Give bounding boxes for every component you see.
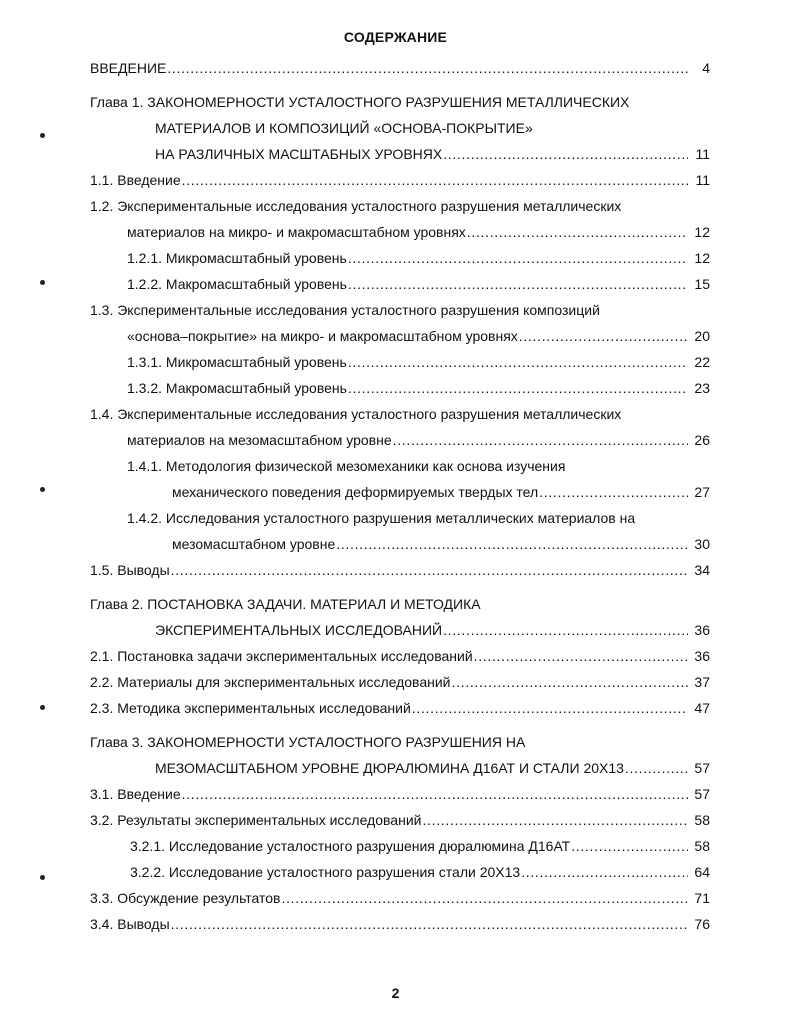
toc-page-number: 57 [694,760,710,776]
leader-dots [171,557,688,583]
toc-line [90,167,710,193]
toc-entry-text: 1.4.1. Методология физической мезомеханики как основа изучения [127,458,566,474]
table-of-contents [90,55,710,937]
leader-dots [412,695,688,721]
toc-page-number: 58 [694,812,710,828]
toc-line [90,531,710,557]
toc-line [90,427,710,453]
toc-line [90,695,710,721]
toc-page-number: 4 [702,60,710,76]
leader-dots [348,349,688,375]
toc-entry-text: 1.3.2. Макромасштабный уровень [127,380,347,396]
toc-page-number: 71 [694,890,710,906]
toc-page-number: 36 [694,622,710,638]
toc-page-number: 64 [694,864,710,880]
toc-entry-text: 3.3. Обсуждение результатов [90,890,281,906]
toc-entry-text: ЭКСПЕРИМЕНТАЛЬНЫХ ИССЛЕДОВАНИЙ [155,622,443,638]
toc-entry-text: Глава 1. ЗАКОНОМЕРНОСТИ УСТАЛОСТНОГО РАЗРУШЕНИЯ МЕТАЛЛИЧЕСКИХ [90,94,630,110]
toc-entry-text: механического поведения деформируемых твердых тел [172,484,539,500]
toc-line [90,245,710,271]
toc-entry-text: 1.2. Экспериментальные исследования усталостного разрушения металлических [90,198,622,214]
toc-entry [90,167,710,193]
toc-page-number: 58 [694,838,710,854]
toc-entry-text: материалов на мезомасштабном уровне [127,432,392,448]
toc-line [90,591,710,617]
toc-page-number: 37 [694,674,710,690]
toc-entry [90,505,710,557]
toc-page-number: 22 [694,354,710,370]
leader-dots [171,911,688,937]
toc-entry-text: материалов на микро- и макромасштабном уровнях [127,224,466,240]
toc-line [90,115,710,141]
toc-entry [90,349,710,375]
scan-punch-mark [40,705,45,710]
leader-dots [336,531,688,557]
toc-entry [90,401,710,453]
leader-dots [182,167,688,193]
toc-line [90,453,710,479]
toc-page-number: 30 [694,536,710,552]
toc-page-number: 47 [694,700,710,716]
leader-dots [452,669,689,695]
toc-entry-text: 1.4.2. Исследования усталостного разрушения металлических материалов на [127,510,636,526]
toc-entry [90,833,710,859]
leader-dots [443,617,688,643]
toc-entry [90,807,710,833]
toc-entry [90,859,710,885]
toc-entry [90,885,710,911]
scan-punch-mark [40,280,45,285]
leader-dots [539,479,688,505]
leader-dots [521,859,688,885]
toc-entry [90,55,710,81]
toc-page-number: 34 [694,562,710,578]
toc-line [90,401,710,427]
toc-entry-text: 1.3. Экспериментальные исследования усталостного разрушения композиций [90,302,600,318]
toc-page-number: 12 [694,224,710,240]
toc-entry-text: 1.2.1. Микромасштабный уровень [127,250,347,266]
toc-line [90,859,710,885]
toc-line [90,505,710,531]
toc-line [90,349,710,375]
toc-page-number: 57 [694,786,710,802]
toc-line [90,807,710,833]
leader-dots [282,885,689,911]
toc-page-number: 11 [695,172,710,188]
toc-line [90,885,710,911]
toc-line [90,141,710,167]
toc-entry [90,193,710,245]
toc-line [90,833,710,859]
toc-page-number: 11 [695,146,710,162]
toc-page-number: 26 [694,432,710,448]
toc-entry-text: 3.2. Результаты экспериментальных исследований [90,812,422,828]
toc-line [90,297,710,323]
toc-page-number: 76 [694,916,710,932]
leader-dots [348,271,688,297]
toc-entry-text: 3.2.1. Исследование усталостного разрушения дюралюмина Д16АТ [130,838,571,854]
toc-entry-text: 1.2.2. Макромасштабный уровень [127,276,347,292]
toc-page-number: 36 [694,648,710,664]
toc-entry-text: 2.2. Материалы для экспериментальных исследований [90,674,451,690]
toc-page-number: 12 [694,250,710,266]
toc-page-number: 23 [694,380,710,396]
leader-dots [348,245,688,271]
toc-line [90,643,710,669]
toc-entry-text: 1.4. Экспериментальные исследования усталостного разрушения металлических [90,406,622,422]
leader-dots [625,755,688,781]
toc-entry [90,695,710,721]
toc-entry [90,729,710,781]
toc-line [90,911,710,937]
toc-entry [90,245,710,271]
toc-entry-text: 2.3. Методика экспериментальных исследований [90,700,411,716]
toc-entry [90,643,710,669]
toc-entry-text: 3.2.2. Исследование усталостного разрушения стали 20Х13 [130,864,521,880]
toc-line [90,781,710,807]
toc-entry-text: 1.5. Выводы [90,562,170,578]
leader-dots [571,833,688,859]
toc-line [90,271,710,297]
leader-dots [519,323,688,349]
toc-entry [90,911,710,937]
toc-entry [90,669,710,695]
toc-entry [90,591,710,643]
toc-entry [90,271,710,297]
toc-entry-text: мезомасштабном уровне [172,536,336,552]
leader-dots [467,219,688,245]
toc-entry-text: 3.1. Введение [90,786,181,802]
toc-line [90,755,710,781]
toc-entry-text: НА РАЗЛИЧНЫХ МАСШТАБНЫХ УРОВНЯХ [155,146,443,162]
toc-page-number: 15 [694,276,710,292]
leader-dots [348,375,688,401]
toc-entry-text: МЕЗОМАСШТАБНОМ УРОВНЕ ДЮРАЛЮМИНА Д16АТ И СТАЛИ 20Х13 [155,760,624,776]
toc-entry [90,557,710,583]
toc-line [90,89,710,115]
scan-punch-mark [40,133,45,138]
toc-entry-text: 3.4. Выводы [90,916,170,932]
toc-line [90,557,710,583]
leader-dots [422,807,688,833]
toc-entry [90,781,710,807]
toc-entry [90,453,710,505]
page-title: СОДЕРЖАНИЕ [343,29,448,45]
toc-line [90,375,710,401]
toc-entry-text: 1.1. Введение [90,172,181,188]
toc-entry-text: ВВЕДЕНИЕ [90,60,167,76]
toc-line [90,729,710,755]
toc-entry-text: «основа–покрытие» на микро- и макромасштабном уровнях [127,328,518,344]
toc-line [90,479,710,505]
toc-page-number: 20 [694,328,710,344]
leader-dots [167,55,688,81]
toc-entry [90,297,710,349]
toc-line [90,617,710,643]
toc-entry-text: 1.3.1. Микромасштабный уровень [127,354,347,370]
leader-dots [182,781,688,807]
toc-entry [90,375,710,401]
toc-line [90,669,710,695]
leader-dots [474,643,688,669]
toc-line [90,55,710,81]
toc-line [90,219,710,245]
toc-entry [90,89,710,167]
leader-dots [393,427,688,453]
leader-dots [443,141,688,167]
toc-page-number: 27 [694,484,710,500]
toc-entry-text: 2.1. Постановка задачи экспериментальных исследований [90,648,473,664]
toc-entry-text: МАТЕРИАЛОВ И КОМПОЗИЦИЙ «ОСНОВА-ПОКРЫТИЕ» [155,120,533,136]
toc-line [90,323,710,349]
toc-entry-text: Глава 2. ПОСТАНОВКА ЗАДАЧИ. МАТЕРИАЛ И МЕТОДИКА [90,596,481,612]
scan-punch-mark [40,875,45,880]
toc-entry-text: Глава 3. ЗАКОНОМЕРНОСТИ УСТАЛОСТНОГО РАЗРУШЕНИЯ НА [90,734,526,750]
scan-punch-mark [40,487,45,492]
toc-line [90,193,710,219]
page-number: 2 [391,985,400,1001]
